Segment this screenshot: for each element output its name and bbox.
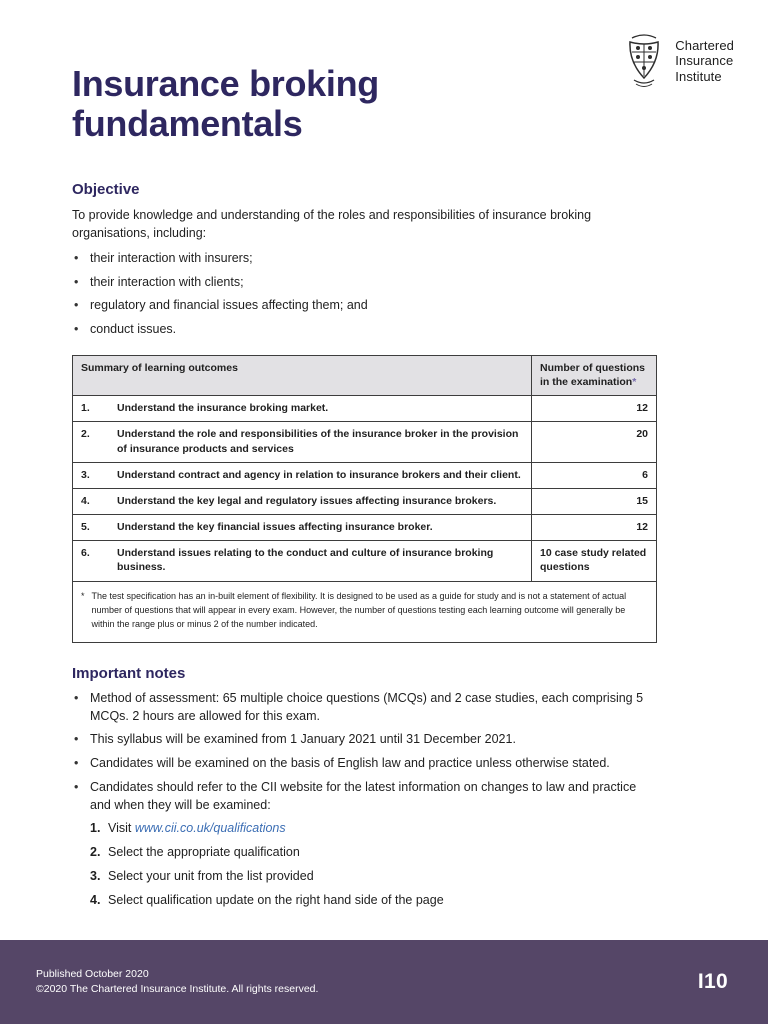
bullet-icon: • [74, 298, 79, 313]
table-row [73, 462, 657, 488]
table-footnote [72, 582, 657, 643]
logo-text [675, 38, 734, 85]
step-number: 2. [90, 845, 101, 860]
step-text: Select the appropriate qualification [108, 845, 300, 860]
table-row [73, 488, 657, 514]
table-row [73, 541, 657, 581]
column-header-outcomes [73, 355, 532, 395]
outcome-text: Understand the key financial issues affecting insurance broker. [109, 515, 532, 541]
qualifications-link[interactable]: www.cii.co.uk/qualifications [134, 821, 286, 836]
outcome-number: 5. [73, 515, 110, 541]
list-item-text: conduct issues. [90, 322, 177, 337]
step-text-pre: Visit [108, 821, 135, 836]
content-column [0, 64, 768, 909]
step-number: 4. [90, 892, 101, 907]
step-number: 3. [90, 868, 101, 883]
table-row [73, 396, 657, 422]
list-item [72, 690, 657, 726]
list-item-text: Method of assessment: 65 multiple choice questions (MCQs) and 2 case studies, each comprising 5 MCQs. 2 hours are allowed for this exam. [90, 690, 644, 723]
outcome-number: 6. [73, 541, 110, 581]
outcome-number: 1. [73, 396, 110, 422]
logo-line-2: Insurance [675, 53, 734, 69]
outcome-text: Understand issues relating to the conduct and culture of insurance broking business. [109, 541, 532, 581]
outcome-number: 3. [73, 462, 110, 488]
question-count: 20 [532, 422, 657, 462]
table-row [73, 422, 657, 462]
outcome-text: Understand the role and responsibilities of the insurance broker in the provision of insurance products and services [109, 422, 532, 462]
objective-heading: Objective [72, 180, 140, 198]
bullet-icon: • [74, 250, 79, 265]
step-number: 1. [90, 821, 101, 836]
footnote-marker: * [632, 376, 637, 389]
table-header-row [73, 355, 657, 395]
step-item [90, 844, 657, 862]
outcome-number: 4. [73, 488, 110, 514]
list-item-text: Candidates should refer to the CII website for the latest information on changes to law and practice and when they will be examined: [90, 779, 637, 812]
list-item [72, 755, 657, 773]
footer-text [36, 967, 318, 997]
step-text: Select your unit from the list provided [108, 868, 314, 883]
column-header-questions-label: Number of questions in the examination [540, 361, 646, 389]
learning-outcomes-table [72, 355, 657, 582]
bullet-icon: • [74, 779, 79, 794]
cii-logo [622, 32, 734, 90]
outcome-text: Understand the insurance broking market. [109, 396, 532, 422]
footnote-marker: * [81, 590, 85, 601]
question-count: 12 [532, 396, 657, 422]
list-item-text: their interaction with clients; [90, 274, 244, 289]
list-item-text: regulatory and financial issues affecting them; and [90, 298, 368, 313]
question-count: 15 [532, 488, 657, 514]
outcome-number: 2. [73, 422, 110, 462]
objective-bullet-list [72, 250, 657, 339]
list-item [72, 297, 657, 315]
step-text [108, 820, 286, 838]
table-row [73, 515, 657, 541]
copyright: ©2020 The Chartered Insurance Institute. All rights reserved. [36, 983, 319, 995]
question-count: 10 case study related questions [532, 541, 657, 581]
list-item [72, 274, 657, 292]
list-item-text: This syllabus will be examined from 1 January 2021 until 31 December 2021. [90, 732, 516, 747]
important-notes-heading: Important notes [72, 664, 186, 682]
column-header-questions [532, 355, 657, 395]
list-item-text: Candidates will be examined on the basis of English law and practice unless otherwise stated. [90, 756, 610, 771]
page-title: Insurance broking fundamentals [72, 63, 379, 145]
logo-line-3: Institute [675, 68, 722, 84]
column-header-outcomes-label: Summary of learning outcomes [81, 361, 238, 374]
question-count: 6 [532, 462, 657, 488]
step-item [90, 892, 657, 910]
list-item [72, 250, 657, 268]
bullet-icon: • [74, 732, 79, 747]
list-item [72, 731, 657, 749]
outcome-text: Understand contract and agency in relation to insurance brokers and their client. [109, 462, 532, 488]
list-item-text: their interaction with insurers; [90, 250, 253, 265]
bullet-icon: • [74, 756, 79, 771]
cii-crest-icon [622, 32, 666, 90]
bullet-icon: • [74, 322, 79, 337]
bullet-icon: • [74, 274, 79, 289]
important-notes-bullet-list [72, 690, 657, 815]
step-item [90, 868, 657, 886]
question-count: 12 [532, 515, 657, 541]
list-item [72, 321, 657, 339]
bullet-icon: • [74, 690, 79, 705]
logo-line-1: Chartered [675, 37, 734, 53]
step-item [90, 820, 657, 838]
steps-list [90, 820, 657, 909]
unit-code: I10 [697, 970, 728, 993]
list-item [72, 779, 657, 815]
outcome-text: Understand the key legal and regulatory issues affecting insurance brokers. [109, 488, 532, 514]
step-text: Select qualification update on the right hand side of the page [108, 892, 444, 907]
objective-intro: To provide knowledge and understanding of the roles and responsibilities of insurance broking organisations, including: [72, 207, 592, 240]
page-footer [0, 940, 768, 1024]
footnote-text: The test specification has an in-built element of flexibility. It is designed to be used as a guide for study and is not a statement of actual number of questions that will appear in every exam. However, the number of questions testing each learning outcome will generally be within the range plus or minus 2 of the number indicated. [91, 590, 627, 630]
published-date: Published October 2020 [36, 968, 149, 980]
